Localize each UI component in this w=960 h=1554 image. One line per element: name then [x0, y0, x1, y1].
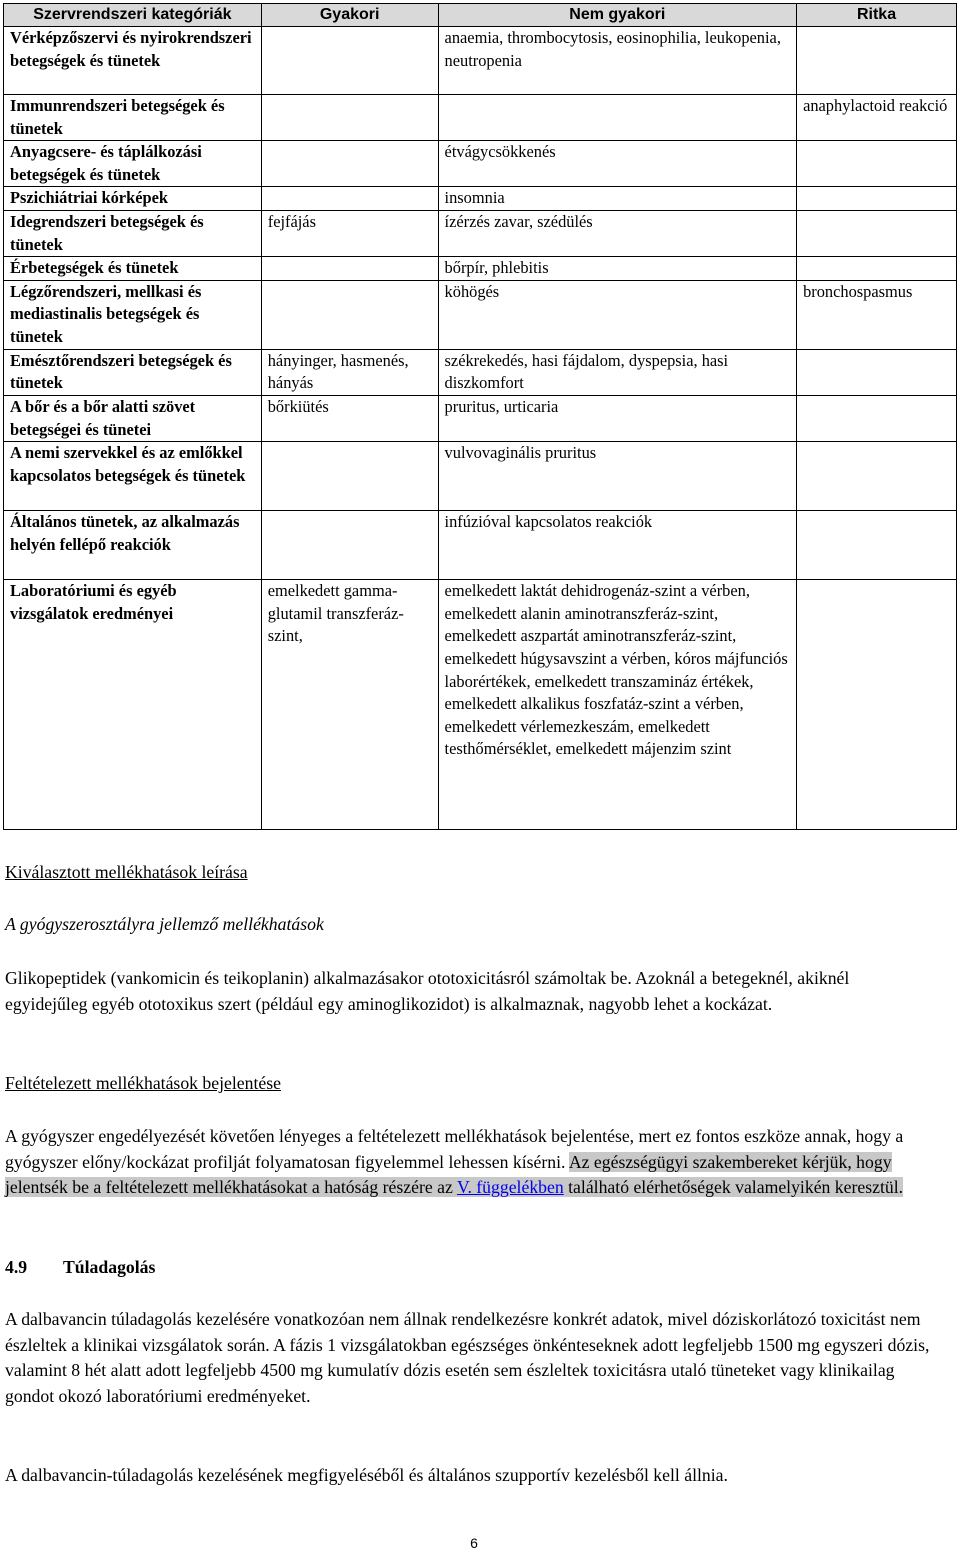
rare-reaction-text: bronchospasmus — [803, 281, 913, 301]
overdose-paragraph-1: A dalbavancin túladagolás kezelésére vonatkozóan nem állnak rendelkezésre konkrét adatok, mivel dóziskorlátozó toxicitást nem észleltek a klinikai vizsgálatok során. A fázis 1 vizsgálatokban egészséges önkénteseknek adott legfeljebb 1500 mg egyszeri dózis, valamint 8 hét alatt adott legfeljebb 4500 mg kumulatív dózis esetén sem észleltek toxicitásra utaló tüneteket vagy klinikailag gondot okozó laboratóriumi eredményeket. — [5, 1309, 930, 1406]
row-common — [261, 257, 438, 281]
row-common: emelkedett gamma-glutamil transzferáz-szint, — [261, 580, 438, 830]
row-rare — [797, 210, 957, 256]
selected-adverse-reactions-heading: Kiválasztott mellékhatások leírása — [5, 862, 248, 882]
row-common — [261, 95, 438, 141]
row-rare — [797, 511, 957, 580]
table-row — [4, 442, 957, 511]
row-category: Pszichiátriai kórképek — [4, 187, 262, 211]
row-common — [261, 187, 438, 211]
table-row — [4, 257, 957, 281]
row-uncommon: vulvovaginális pruritus — [438, 442, 797, 511]
row-uncommon: emelkedett laktát dehidrogenáz-szint a vérben, emelkedett alanin aminotranszferáz-szint, emelkedett aszpartát aminotranszferáz-szint, emelkedett húgysavszint a vérben, kóros májfunciós laborértékek, emelkedett transzamináz értékek, emelkedett alkalikus foszfatáz-szint a vérben, emelkedett vérlemezkeszám, emelkedett testhőmérséklet, emelkedett májenzim szint — [438, 580, 797, 830]
table-row — [4, 141, 957, 187]
row-common — [261, 280, 438, 349]
row-rare — [797, 27, 957, 95]
reporting-text-3: található elérhetőségek valamelyikén keresztül. — [563, 1177, 904, 1198]
table-row — [4, 95, 957, 141]
row-common: hányinger, hasmenés, hányás — [261, 349, 438, 395]
row-common — [261, 141, 438, 187]
row-uncommon: székrekedés, hasi fájdalom, dyspepsia, hasi diszkomfort — [438, 349, 797, 395]
row-common: fejfájás — [261, 210, 438, 256]
table-row — [4, 511, 957, 580]
row-common — [261, 27, 438, 95]
row-uncommon: infúzióval kapcsolatos reakciók — [438, 511, 797, 580]
reporting-heading: Feltételezett mellékhatások bejelentése — [5, 1073, 281, 1093]
table-header-row — [4, 4, 957, 27]
header-common: Gyakori — [261, 4, 438, 27]
row-category: Légzőrendszeri, mellkasi és mediastinalis betegségek és tünetek — [4, 280, 262, 349]
section-title: Túladagolás — [63, 1257, 156, 1277]
table-row — [4, 210, 957, 256]
class-effects-paragraph: Glikopeptidek (vankomicin és teikoplanin) alkalmazásakor ototoxicitásról számoltak be. Azoknál a betegeknél, akiknél egyidejűleg egyéb ototoxikus szert (például egy aminoglikozidot) is alkalmaznak, nagyobb lehet a kockázat. — [5, 968, 850, 1014]
class-effects-heading: A gyógyszerosztályra jellemző mellékhatások — [5, 914, 324, 934]
row-rare — [797, 187, 957, 211]
table-row — [4, 349, 957, 395]
table-row — [4, 395, 957, 441]
reporting-paragraph — [5, 1124, 935, 1201]
row-rare — [797, 395, 957, 441]
section-number: 4.9 — [5, 1257, 28, 1277]
row-rare: anaphylactoid reakció — [797, 95, 957, 141]
row-uncommon: pruritus, urticaria — [438, 395, 797, 441]
row-common — [261, 511, 438, 580]
header-organ-class: Szervrendszeri kategóriák — [4, 4, 262, 27]
page-number: 6 — [470, 1535, 478, 1551]
overdose-heading — [5, 1255, 935, 1281]
table-row — [4, 187, 957, 211]
row-rare — [797, 349, 957, 395]
table-row — [4, 27, 957, 95]
row-category: Idegrendszeri betegségek és tünetek — [4, 210, 262, 256]
overdose-paragraph-2: A dalbavancin-túladagolás kezelésének megfigyeléséből és általános szupportív kezelésből kell állnia. — [5, 1465, 728, 1485]
row-category: Általános tünetek, az alkalmazás helyén fellépő reakciók — [4, 511, 262, 580]
row-common: bőrkiütés — [261, 395, 438, 441]
row-category: Vérképzőszervi és nyirokrendszeri betegségek és tünetek — [4, 27, 262, 95]
annex-v-link[interactable]: V. függelékben — [456, 1177, 564, 1198]
row-rare — [797, 580, 957, 830]
row-uncommon: bőrpír, phlebitis — [438, 257, 797, 281]
row-uncommon: étvágycsökkenés — [438, 141, 797, 187]
row-category: A bőr és a bőr alatti szövet betegségei és tünetei — [4, 395, 262, 441]
row-category: Érbetegségek és tünetek — [4, 257, 262, 281]
row-uncommon — [438, 95, 797, 141]
row-common — [261, 442, 438, 511]
row-category: A nemi szervekkel és az emlőkkel kapcsolatos betegségek és tünetek — [4, 442, 262, 511]
row-uncommon: insomnia — [438, 187, 797, 211]
row-category: Immunrendszeri betegségek és tünetek — [4, 95, 262, 141]
reporting-text-1: A gyógyszer engedélyezését követően lényeges a feltételezett mellékhatások bejelentése, mert ez fontos eszköze annak, hogy a gyógyszer előny/kockázat profilját folyamatosan figyelemmel lehessen kísérni. — [5, 1126, 904, 1172]
row-rare — [797, 257, 957, 281]
reporting-text-2: Az egészségügyi szakembereket kérjük, hogy jelentsék be a feltételezett mellékhatásokat a hatóság részére az — [5, 1151, 892, 1198]
row-uncommon: anaemia, thrombocytosis, eosinophilia, leukopenia, neutropenia — [438, 27, 797, 95]
row-rare — [797, 442, 957, 511]
row-rare — [797, 280, 957, 349]
row-uncommon: köhögés — [438, 280, 797, 349]
row-category: Anyagcsere- és táplálkozási betegségek és tünetek — [4, 141, 262, 187]
row-rare — [797, 141, 957, 187]
header-uncommon: Nem gyakori — [438, 4, 797, 27]
adverse-reactions-table — [3, 3, 957, 830]
row-category: Laboratóriumi és egyéb vizsgálatok eredményei — [4, 580, 262, 830]
header-rare: Ritka — [797, 4, 957, 27]
row-category: Emésztőrendszeri betegségek és tünetek — [4, 349, 262, 395]
table-row — [4, 580, 957, 830]
table-row — [4, 280, 957, 349]
row-uncommon: ízérzés zavar, szédülés — [438, 210, 797, 256]
